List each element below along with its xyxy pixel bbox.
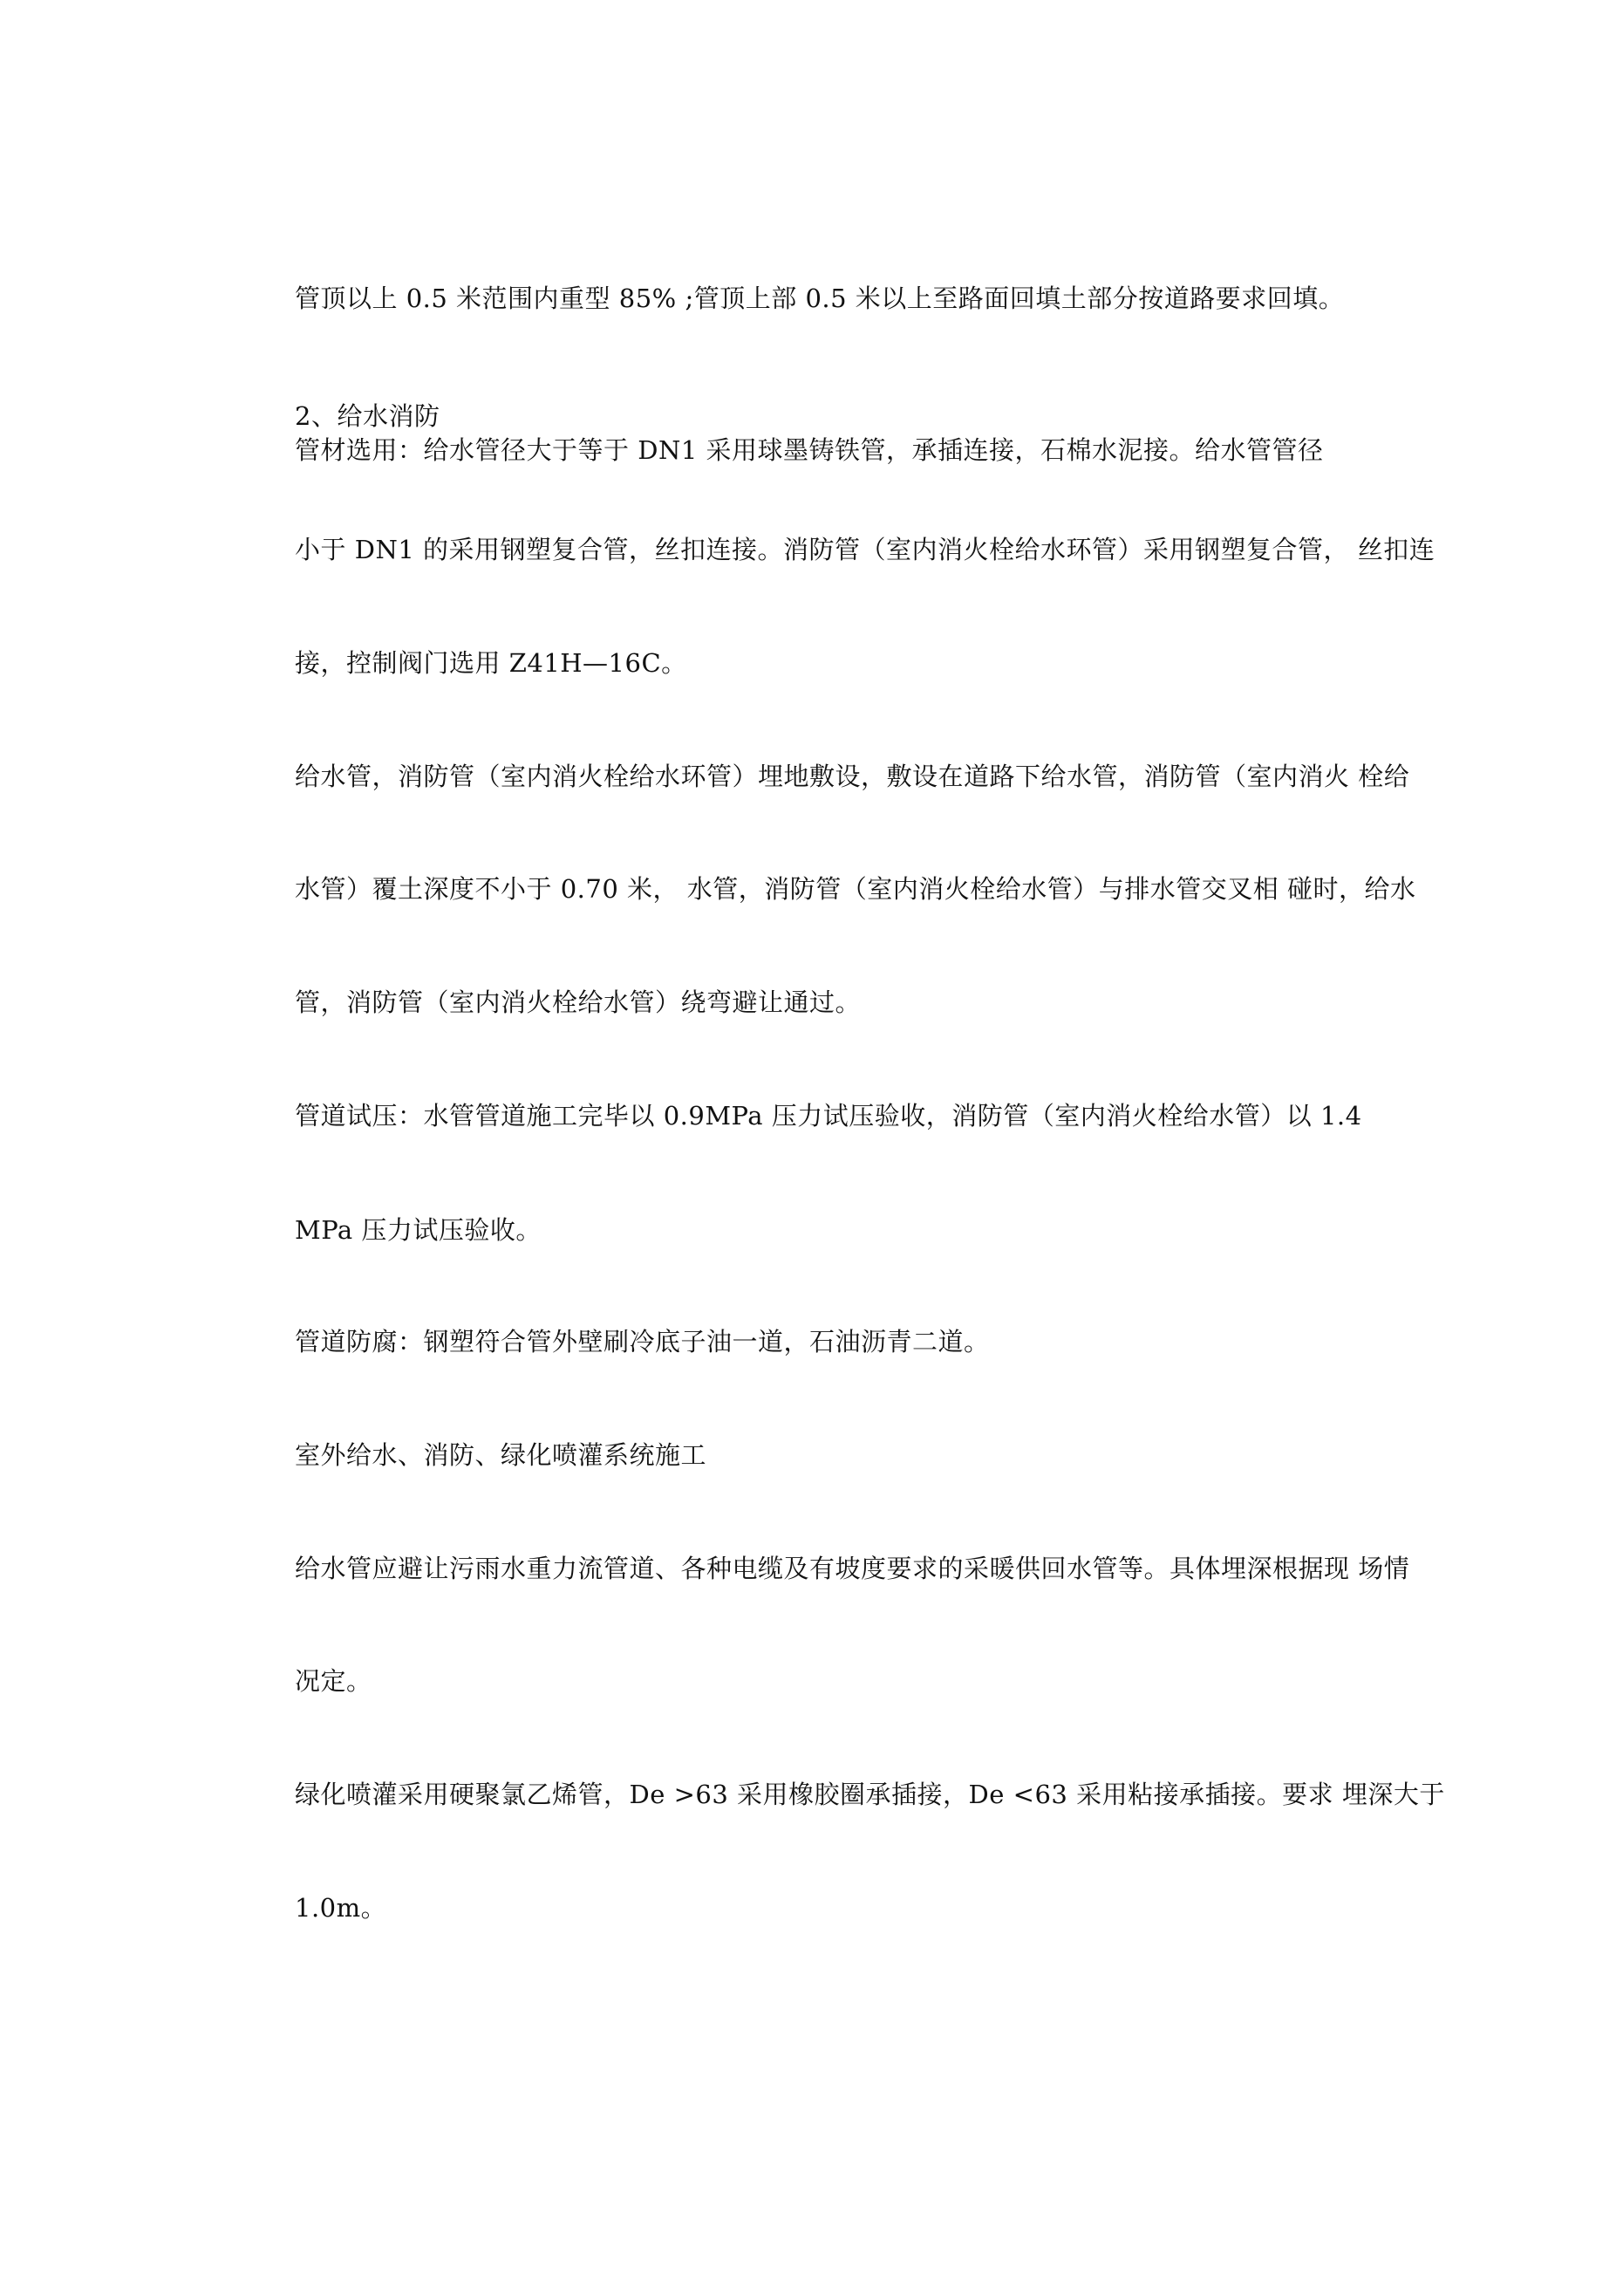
- burial-paragraph-line-1: 给水管，消防管（室内消火栓给水环管）埋地敷设，敷设在道路下给水管，消防管（室内消火 栓给: [295, 762, 1410, 791]
- pressure-test-line-2: MPa 压力试压验收。: [295, 1215, 542, 1245]
- pipe-material-line-2: 小于 DN1 的采用钢塑复合管，丝扣连接。消防管（室内消火栓给水环管）采用钢塑复合管， 丝扣连: [295, 535, 1435, 564]
- anticorrosion-line: 管道防腐：钢塑符合管外壁刷冷底子油一道，石油沥青二道。: [295, 1327, 990, 1356]
- burial-paragraph-line-3: 管，消防管（室内消火栓给水管）绕弯避让通过。: [295, 987, 862, 1017]
- water-pipe-avoid-line-2: 况定。: [295, 1666, 372, 1696]
- irrigation-line-2: 1.0m。: [295, 1893, 387, 1923]
- water-pipe-avoid-line-1: 给水管应避让污雨水重力流管道、各种电缆及有坡度要求的采暖供回水管等。具体埋深根据现 场情: [295, 1554, 1410, 1583]
- pipe-material-line-1: 管材选用：给水管径大于等于 DN1 采用球墨铸铁管，承插连接，石棉水泥接。给水管管径: [295, 435, 1324, 465]
- backfill-paragraph-line: 管顶以上 0.5 米范围内重型 85% ;管顶上部 0.5 米以上至路面回填土部分按道路要求回填。: [295, 284, 1345, 313]
- pipe-material-line-3: 接，控制阀门选用 Z41H—16C。: [295, 648, 687, 678]
- burial-paragraph-line-2: 水管）覆土深度不小于 0.70 米， 水管，消防管（室内消火栓给水管）与排水管交叉相 碰时，给水: [295, 874, 1416, 904]
- irrigation-line-1: 绿化喷灌采用硬聚氯乙烯管，De >63 采用橡胶圈承插接，De <63 采用粘接承插接。要求 埋深大于: [295, 1780, 1445, 1809]
- pressure-test-line-1: 管道试压：水管管道施工完毕以 0.9MPa 压力试压验收，消防管（室内消火栓给水管）以 1.4: [295, 1101, 1362, 1131]
- section-heading-water-fire: 2、给水消防: [295, 401, 440, 431]
- outdoor-system-heading: 室外给水、消防、绿化喷灌系统施工: [295, 1440, 707, 1470]
